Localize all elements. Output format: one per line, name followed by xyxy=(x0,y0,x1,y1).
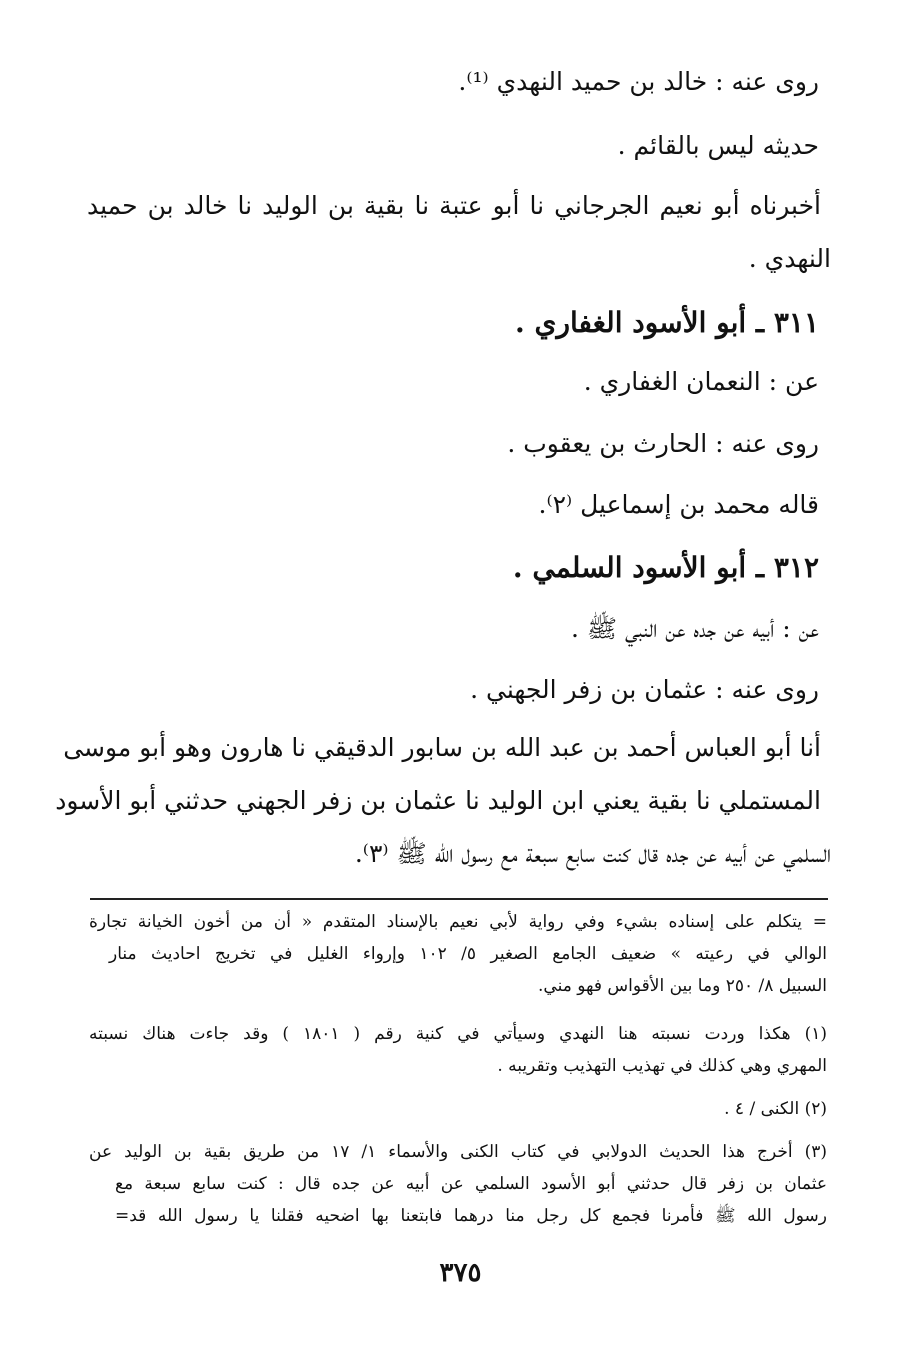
entry-line: عن : النعمان الغفاري . xyxy=(583,367,819,396)
entry-line: روى عنه : عثمان بن زفر الجهني . xyxy=(470,675,819,704)
entry-heading-311: ٣١١ ـ أبو الأسود الغفاري . xyxy=(515,306,819,339)
isnad-line: أخبرناه أبو نعيم الجرجاني نا أبو عتبة نا بقية بن الوليد نا خالد بن حميد xyxy=(87,191,821,220)
footnote-2: (٢) الكنى / ٤ . xyxy=(724,1099,827,1119)
footnote-3: عثمان بن زفر قال حدثني أبو الأسود السلمي عن أبيه عن جده قال : كنت سابع سبعة مع xyxy=(115,1174,827,1194)
narrator-line: روى عنه : خالد بن حميد النهدي ⁽¹⁾. xyxy=(458,67,819,96)
hadith-line: المستملي نا بقية يعني ابن الوليد نا عثمان بن زفر الجهني حدثني أبو الأسود xyxy=(55,786,821,815)
isnad-line: النهدي . xyxy=(748,244,831,273)
footnote-separator xyxy=(90,898,828,900)
entry-heading-312: ٣١٢ ـ أبو الأسود السلمي . xyxy=(512,551,819,584)
footnote-continuation: = يتكلم على إسناده بشيء وفي رواية لأبي نعيم بالإسناد المتقدم « أن من أخون الخيانة تجارة xyxy=(89,912,827,932)
page-number: ٣٧٥ xyxy=(439,1258,482,1288)
footnote-continuation: السبيل ٨/ ٢٥٠ وما بين الأقواس فهو مني. xyxy=(538,976,827,996)
entry-line: روى عنه : الحارث بن يعقوب . xyxy=(507,429,819,458)
footnote-1: المهري وهي كذلك في تهذيب التهذيب وتقريبه . xyxy=(497,1056,827,1076)
footnote-1: (١) هكذا وردت نسبته هنا النهدي وسيأتي في كنية رقم ( ١٨٠١ ) وقد جاءت هناك نسبته xyxy=(89,1024,828,1044)
hadith-line: السلمي عن أبيه عن جده قال كنت سابع سبعة مع رسول الله ﷺ ⁽٣⁾. xyxy=(354,839,831,868)
footnote-3: (٣) أخرج هذا الحديث الدولابي في كتاب الكنى والأسماء ١/ ١٧ من طريق بقية بن الوليد عن xyxy=(89,1142,827,1162)
hadith-line: أنا أبو العباس أحمد بن عبد الله بن سابور الدقيقي نا هارون وهو أبو موسى xyxy=(63,733,821,762)
footnote-continuation: الوالي في رعيته » ضعيف الجامع الصغير ٥/ ١٠٢ وإرواء الغليل في تخريج احاديث منار xyxy=(109,944,827,964)
grading-line: حديثه ليس بالقائم . xyxy=(617,131,819,160)
footnote-3: رسول الله ﷺ فأمرنا فجمع كل رجل منا درهما فابتعنا بها اضحيه فقلنا يا رسول الله قد= xyxy=(115,1206,827,1226)
entry-line: عن : أبيه عن جده عن النبي ﷺ . xyxy=(571,614,819,643)
entry-line: قاله محمد بن إسماعيل ⁽٢⁾. xyxy=(538,490,819,519)
